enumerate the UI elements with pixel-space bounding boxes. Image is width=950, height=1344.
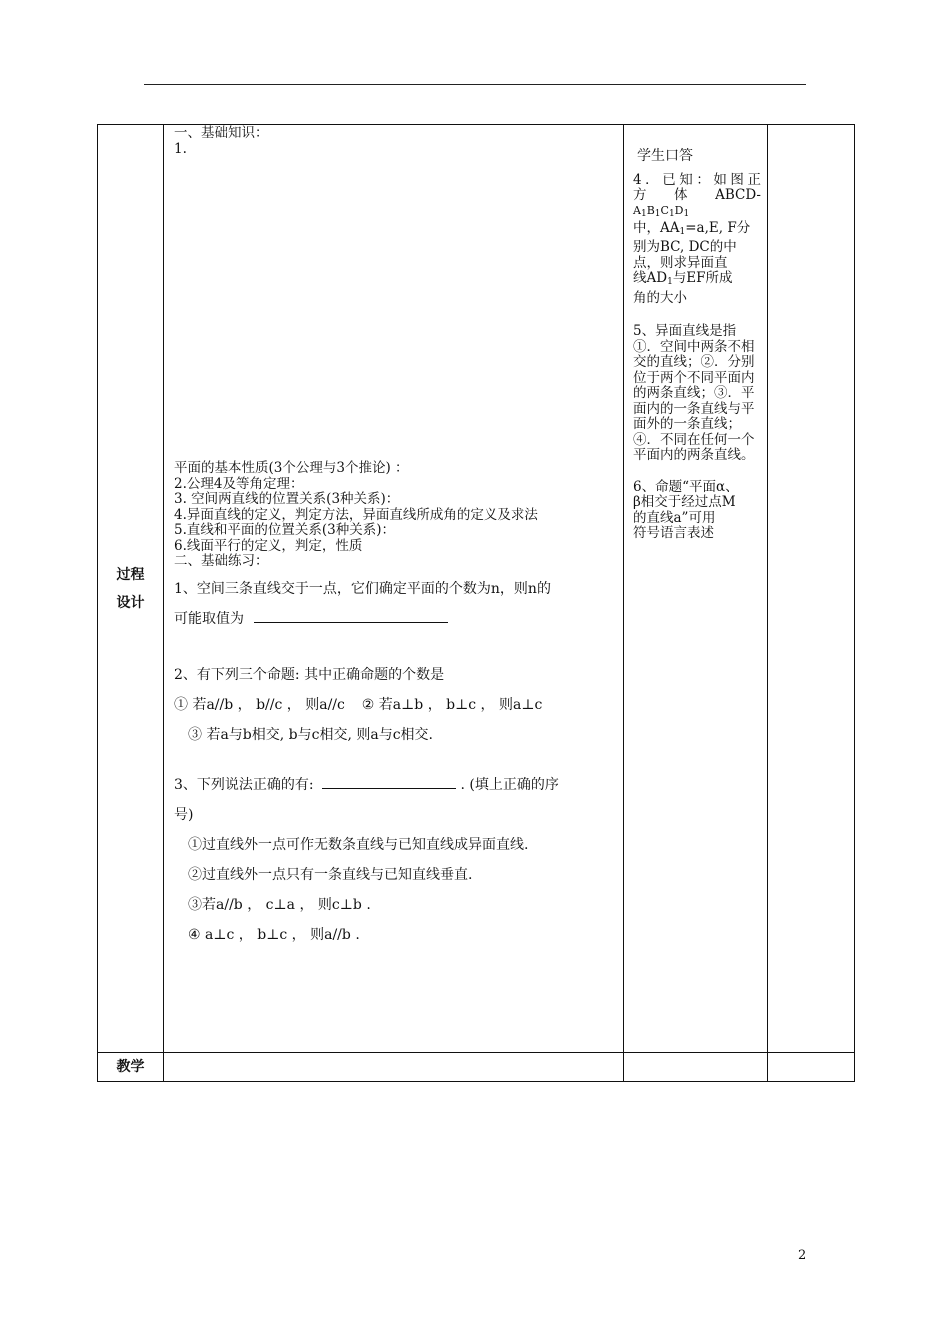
page-number: 2	[798, 1248, 807, 1263]
knowledge-item-4: 4.异面直线的定义，判定方法，异面直线所成角的定义及求法	[174, 506, 538, 523]
note-5: 5、异面直线是指①．空间中两条不相交的直线；②．分别位于两个不同平面内的两条直线；③．平面内的一条直线与平面外的一条直线；④．不同在任何一个平面内的两条直线。	[633, 323, 755, 463]
main-content-cell	[164, 125, 624, 1053]
note-4-line-7-text: 线AD	[633, 270, 668, 286]
note-6	[633, 480, 761, 542]
student-answer-note: 学生口答	[637, 148, 693, 164]
q3-option-4: ④ a⊥c ， b⊥c ， 则a//b .	[188, 926, 360, 943]
note-6-line-3: 的直线a”可用	[633, 509, 716, 526]
teaching-blank-cell	[768, 1053, 855, 1082]
label-line-1: 过程	[116, 566, 145, 583]
lesson-plan-table	[97, 124, 855, 1082]
note-4-line-2: 方体ABCD-	[633, 187, 761, 203]
side-notes-cell	[624, 125, 768, 1053]
process-design-label	[98, 125, 164, 1053]
q3-option-1: ①过直线外一点可作无数条直线与已知直线成异面直线.	[188, 836, 529, 853]
q3-answer-blank[interactable]	[322, 788, 456, 789]
header-rule	[144, 84, 806, 85]
note-6-line-4: 符号语言表述	[633, 525, 714, 541]
q2-option-3: ③ 若a与b相交, b与c相交, 则a与c相交.	[188, 726, 433, 743]
q3-option-3: ③若a//b ， c⊥a ， 则c⊥b .	[188, 896, 371, 913]
teaching-notes-cell	[624, 1053, 768, 1082]
note-4-line-1: 4．已知：如图正	[633, 171, 761, 188]
q2-option-1: ① 若a//b ， b//c ， 则a//c	[174, 696, 345, 713]
knowledge-item-6: 6.线面平行的定义，判定，性质	[174, 537, 363, 554]
note-6-line-1: 6、命题“平面α、	[633, 478, 739, 495]
section2-title: 二、基础练习：	[174, 553, 269, 569]
q3-title-line-2: 号)	[174, 806, 194, 823]
note-4-line-3b: 中，$AA_1=a,E$, F分	[633, 219, 751, 237]
teaching-row	[98, 1053, 855, 1082]
figure-space	[174, 157, 615, 461]
q1-answer-blank[interactable]	[254, 622, 448, 623]
question-1	[174, 574, 615, 634]
knowledge-item-5: 5.直线和平面的位置关系(3种关系)：	[174, 522, 396, 538]
note-4-line-5: 别为BC, DC的中	[633, 239, 737, 255]
q1-line-2-text: 可能取值为	[174, 610, 244, 627]
teaching-label: 教学	[98, 1053, 164, 1082]
q3-option-2: ②过直线外一点只有一条直线与已知直线垂直.	[188, 866, 473, 883]
section1-title: 一、基础知识：	[174, 125, 269, 141]
note-4-line-6: 点，则求异面直	[633, 254, 728, 271]
note-4-line-8: 角的大小	[633, 289, 687, 306]
q1-line-2	[174, 604, 615, 634]
question-3	[174, 770, 615, 950]
note-4-line-3: $A_1B_1C_1D_1$	[633, 203, 690, 219]
q3-title-pre: 3、下列说法正确的有:	[174, 776, 314, 793]
teaching-content-cell	[164, 1053, 624, 1082]
process-design-row	[98, 125, 855, 1053]
q3-title-post: . (填上正确的序	[460, 776, 559, 793]
note-4	[633, 173, 761, 307]
note-4-line-4: =a,E, F分	[685, 219, 751, 236]
q3-title	[174, 770, 615, 800]
knowledge-item-3: 3. 空间两直线的位置关系(3种关系)：	[174, 491, 400, 507]
knowledge-item-2: 2.公理4及等角定理：	[174, 475, 304, 492]
note-6-line-2: β相交于经过点M	[633, 494, 736, 510]
q2-option-2: ② 若a⊥b ， b⊥c ， 则a⊥c	[361, 696, 543, 713]
item-1: 1.	[174, 140, 187, 157]
question-2	[174, 660, 615, 750]
q1-line-1: 1、空间三条直线交于一点，它们确定平面的个数为n，则n的	[174, 580, 551, 597]
label-line-2: 设计	[116, 594, 145, 611]
knowledge-item-1: 平面的基本性质(3个公理与3个推论) ：	[174, 460, 409, 476]
blank-column-cell	[768, 125, 855, 1053]
note-4-line-3b-text: 中，AA	[633, 219, 680, 236]
note-4-line-7: 线$AD_1$与EF所成	[633, 270, 733, 287]
q2-title: 2、有下列三个命题: 其中正确命题的个数是	[174, 666, 445, 683]
q2-line-ab	[174, 690, 615, 720]
note-4-line-7-rest: 与EF所成	[672, 270, 733, 286]
